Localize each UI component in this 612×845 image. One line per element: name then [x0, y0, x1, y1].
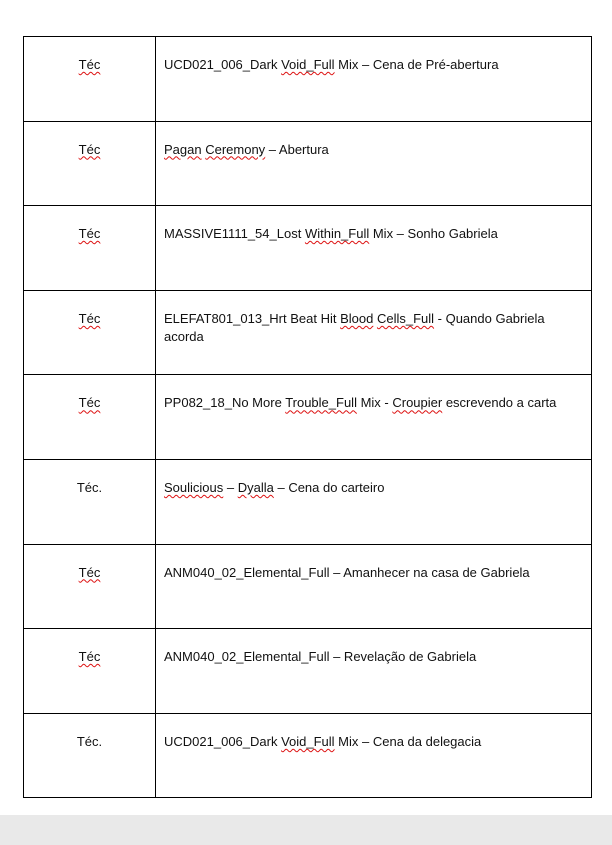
- description-text: [156, 122, 591, 159]
- text-run: Mix – Cena de Pré-abertura: [334, 57, 499, 72]
- type-label: Téc: [78, 226, 101, 242]
- type-label: Téc: [78, 395, 101, 411]
- description-cell[interactable]: [156, 629, 592, 714]
- spellcheck-word: Trouble_Full: [285, 395, 357, 411]
- text-run: escrevendo a carta: [442, 395, 557, 411]
- table-row: [24, 713, 592, 798]
- type-label: Téc: [78, 57, 101, 72]
- type-cell[interactable]: [24, 290, 156, 375]
- type-label: Téc: [78, 141, 101, 157]
- type-cell[interactable]: [24, 206, 156, 291]
- text-run: ELEFAT801_013_Hrt Beat Hit: [164, 310, 341, 326]
- cue-table: [23, 36, 592, 798]
- text-run: –: [223, 479, 238, 495]
- table-row: [24, 37, 592, 122]
- description-text: [156, 37, 591, 74]
- type-cell[interactable]: [24, 629, 156, 714]
- type-cell[interactable]: [24, 121, 156, 206]
- type-label: Téc: [78, 310, 101, 326]
- description-text: [156, 291, 591, 346]
- text-run: - Quando Gabriela acorda: [164, 310, 545, 344]
- page-gap: [0, 815, 612, 845]
- spellcheck-word: Croupier: [392, 395, 443, 411]
- table-row: [24, 544, 592, 629]
- description-cell[interactable]: [156, 121, 592, 206]
- spellcheck-word: Soulicious: [164, 479, 224, 495]
- table-row: [24, 290, 592, 375]
- description-cell[interactable]: [156, 459, 592, 544]
- table-row: [24, 375, 592, 460]
- spellcheck-word: Dyalla: [237, 479, 274, 495]
- spellcheck-word: Void_Full: [281, 733, 335, 749]
- spellcheck-word: Pagan: [164, 141, 202, 157]
- type-label: Téc: [78, 564, 101, 580]
- spellcheck-word: Void_Full: [281, 57, 335, 72]
- type-cell[interactable]: [24, 713, 156, 798]
- text-run: Mix – Sonho Gabriela: [369, 226, 498, 242]
- description-text: [156, 375, 591, 412]
- table-row: [24, 459, 592, 544]
- spellcheck-word: Cells_Full: [376, 310, 435, 326]
- type-label: Téc.: [76, 479, 103, 495]
- description-cell[interactable]: [156, 544, 592, 629]
- text-run: UCD021_006_Dark: [164, 57, 282, 72]
- description-cell[interactable]: [156, 290, 592, 375]
- description-cell[interactable]: [156, 375, 592, 460]
- table-row: [24, 121, 592, 206]
- text-run: MASSIVE1111_54_Lost: [164, 226, 305, 242]
- table-row: [24, 629, 592, 714]
- spellcheck-word: Within_Full: [304, 226, 370, 242]
- spellcheck-word: Ceremony: [205, 141, 266, 157]
- type-label: Téc: [78, 649, 101, 665]
- text-run: UCD021_006_Dark: [164, 733, 282, 749]
- spellcheck-word: Blood: [340, 310, 374, 326]
- cue-table-body: [24, 37, 592, 798]
- text-run: – Cena do carteiro: [273, 479, 385, 495]
- text-run: – Abertura: [265, 141, 329, 157]
- table-row: [24, 206, 592, 291]
- description-text: [156, 629, 591, 666]
- description-cell[interactable]: [156, 206, 592, 291]
- text-run: Mix – Cena da delegacia: [334, 733, 482, 749]
- text-run: ANM040_02_Elemental_Full – Revelação de Gabriela: [164, 649, 477, 665]
- description-text: [156, 206, 591, 243]
- description-text: [156, 714, 591, 751]
- description-text: [156, 545, 591, 582]
- text-run: PP082_18_No More: [164, 395, 286, 411]
- type-cell[interactable]: [24, 375, 156, 460]
- text-run: Mix -: [356, 395, 393, 411]
- type-cell[interactable]: [24, 459, 156, 544]
- description-cell[interactable]: [156, 37, 592, 122]
- text-run: ANM040_02_Elemental_Full – Amanhecer na casa de Gabriela: [164, 564, 530, 580]
- description-text: [156, 460, 591, 497]
- description-cell[interactable]: [156, 713, 592, 798]
- type-cell[interactable]: [24, 544, 156, 629]
- type-label: Téc.: [76, 733, 103, 749]
- type-cell[interactable]: [24, 37, 156, 122]
